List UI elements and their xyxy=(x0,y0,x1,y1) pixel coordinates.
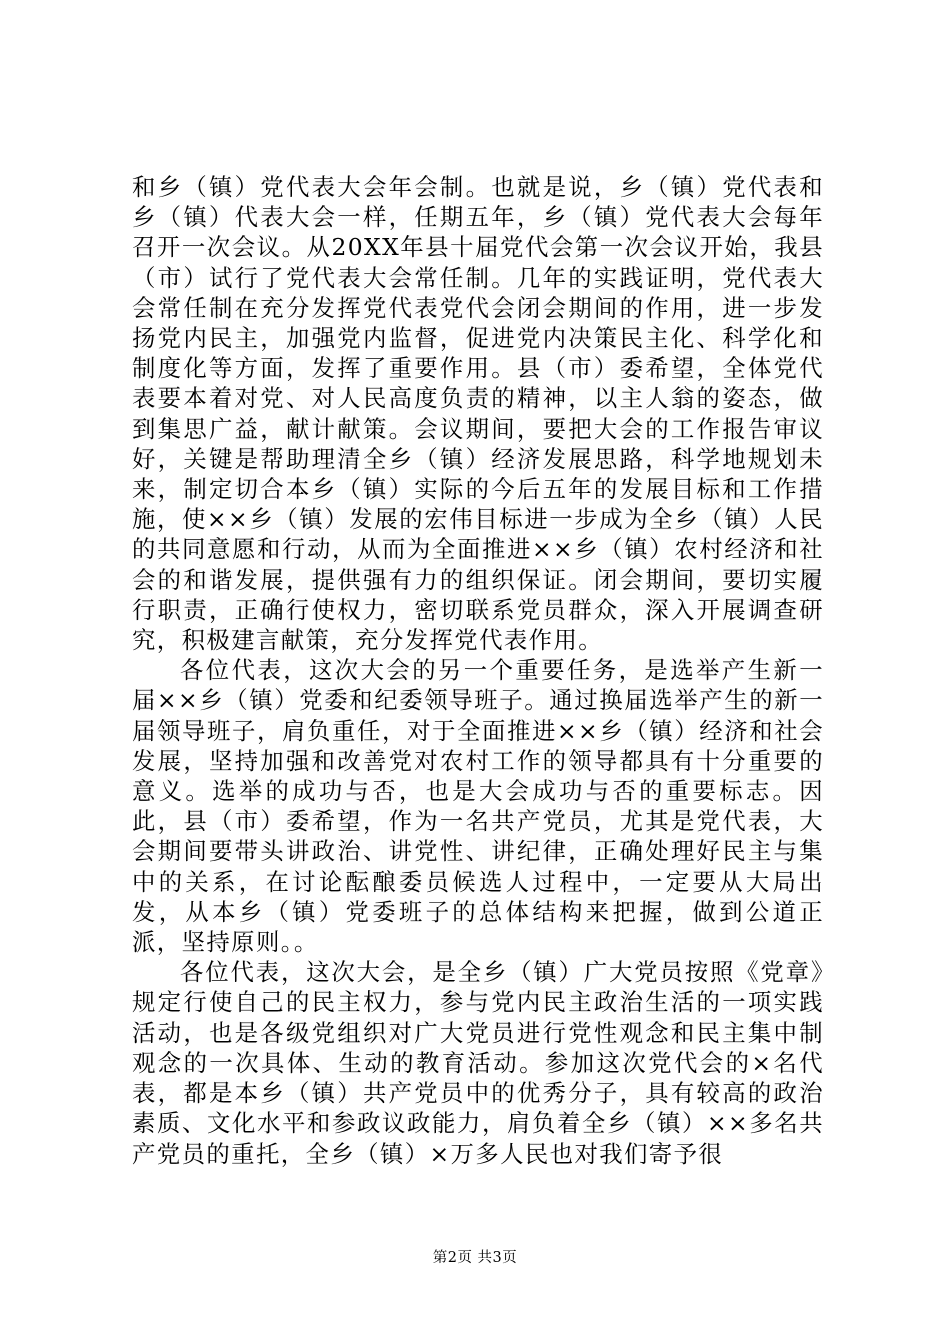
paragraph-2: 各位代表，这次大会的另一个重要任务，是选举产生新一届××乡（镇）党委和纪委领导班子。通过换届选举产生的新一届领导班子，肩负重任，对于全面推进××乡（镇）经济和社会发展，坚持加强和改善党对农村工作的领导都具有十分重要的意义。选举的成功与否，也是大会成功与否的重要标志。因此，县（市）委希望，作为一名共产党员，尤其是党代表，大会期间要带头讲政治、讲党性、讲纪律，正确处理好民主与集中的关系，在讨论酝酿委员候选人过程中，一定要从大局出发，从本乡（镇）党委班子的总体结构来把握，做到公道正派，坚持原则。。 xyxy=(132,656,824,957)
page-footer: 第2页 共3页 xyxy=(432,1250,518,1266)
document-body xyxy=(132,172,824,1169)
paragraph-1: 和乡（镇）党代表大会年会制。也就是说，乡（镇）党代表和乡（镇）代表大会一样，任期五年，乡（镇）党代表大会每年召开一次会议。从20XX年县十届党代会第一次会议开始，我县（市）试行了党代表大会常任制。几年的实践证明，党代表大会常任制在充分发挥党代表党代会闭会期间的作用，进一步发扬党内民主，加强党内监督，促进党内决策民主化、科学化和制度化等方面，发挥了重要作用。县（市）委希望，全体党代表要本着对党、对人民高度负责的精神，以主人翁的姿态，做到集思广益，献计献策。会议期间，要把大会的工作报告审议好，关键是帮助理清全乡（镇）经济发展思路，科学地规划未来，制定切合本乡（镇）实际的今后五年的发展目标和工作措施，使××乡（镇）发展的宏伟目标进一步成为全乡（镇）人民的共同意愿和行动，从而为全面推进××乡（镇）农村经济和社会的和谐发展，提供强有力的组织保证。闭会期间，要切实履行职责，正确行使权力，密切联系党员群众，深入开展调查研究，积极建言献策，充分发挥党代表作用。 xyxy=(132,173,824,655)
paragraph-3: 各位代表，这次大会，是全乡（镇）广大党员按照《党章》规定行使自己的民主权力，参与党内民主政治生活的一项实践活动，也是各级党组织对广大党员进行党性观念和民主集中制观念的一次具体、生动的教育活动。参加这次党代会的×名代表，都是本乡（镇）共产党员中的优秀分子，具有较高的政治素质、文化水平和参政议政能力，肩负着全乡（镇）××多名共产党员的重托，全乡（镇）×万多人民也对我们寄予很 xyxy=(132,958,824,1168)
